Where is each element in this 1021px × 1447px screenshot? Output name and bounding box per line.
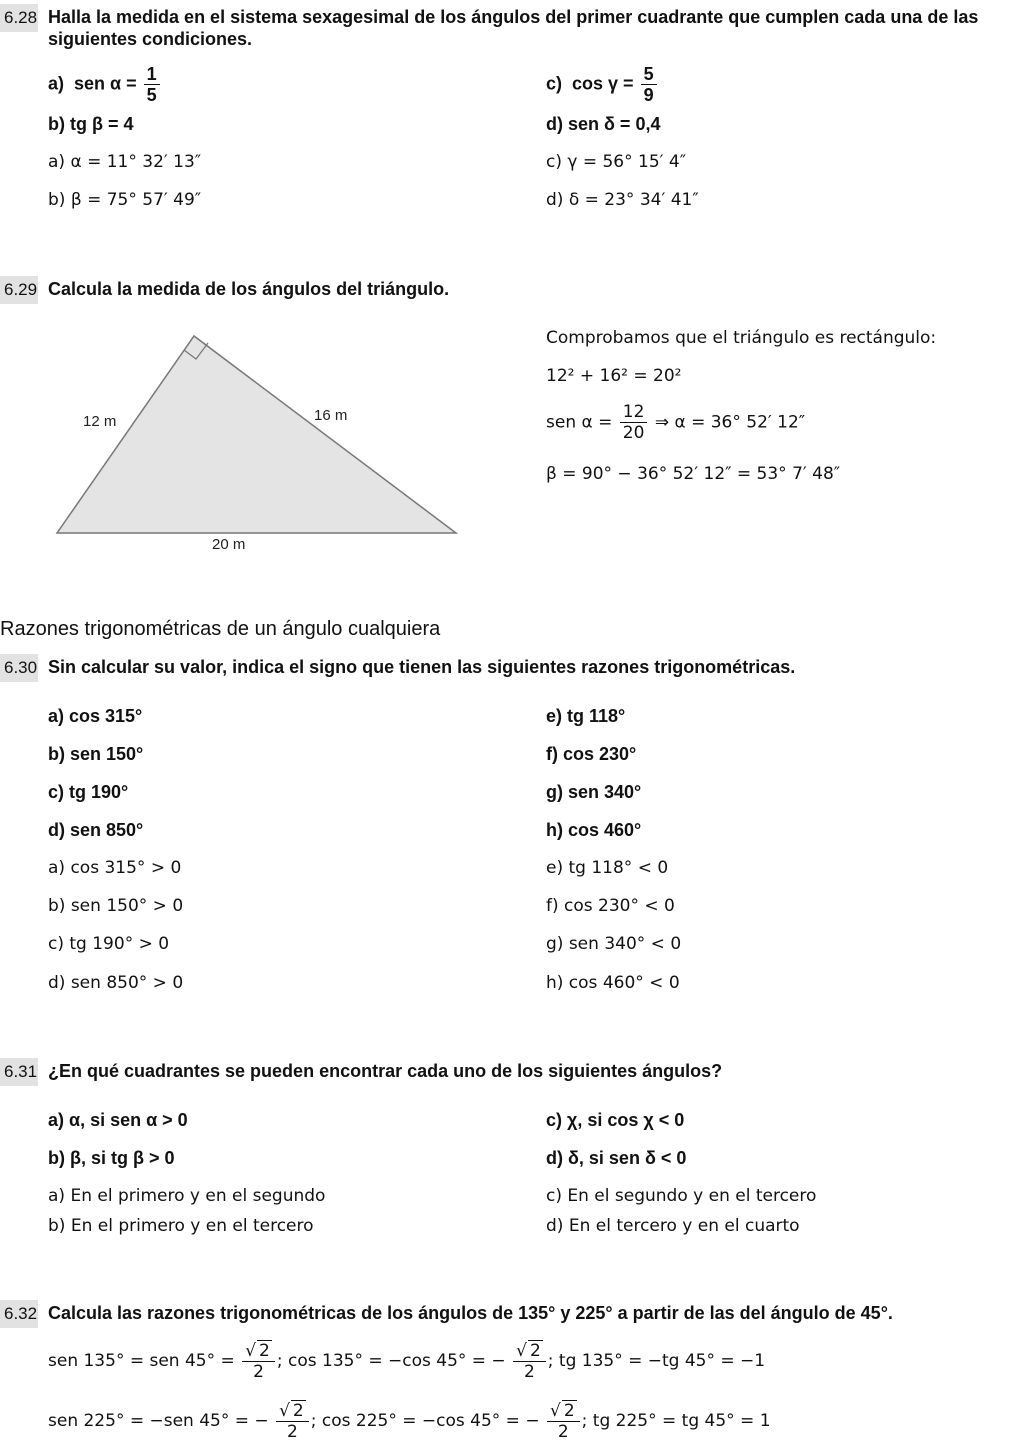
question-c: c) χ, si cos χ < 0 <box>546 1110 685 1130</box>
answer-d: d) δ = 23° 34′ 41″ <box>546 190 699 210</box>
fraction: $\frac{5}{9}$ <box>641 64 657 105</box>
question-a: a) α, si sen α > 0 <box>48 1110 188 1130</box>
fraction-sqrt: $\frac{√ 2}{2}$ <box>276 1400 309 1442</box>
question-g: g) sen 340° <box>546 782 642 802</box>
exercise-number: 6.28 <box>0 4 38 32</box>
triangle-figure <box>40 320 480 560</box>
side-label-left: 12 m <box>83 413 117 430</box>
exercise-statement: Sin calcular su valor, indica el signo que tienen las siguientes razones trigonométricas. <box>48 657 796 677</box>
question-b: b) sen 150° <box>48 744 144 764</box>
fraction-sqrt: $\frac{√ 2}{2}$ <box>547 1400 580 1442</box>
solution-line-3: sen α = $\frac{12}{20}$ ⇒ α = 36° 52′ 12″ <box>546 402 806 443</box>
question-b: b) β, si tg β > 0 <box>48 1148 175 1168</box>
side-label-base: 20 m <box>212 536 246 553</box>
answer-c: c) En el segundo y en el tercero <box>546 1186 817 1206</box>
side-label-right: 16 m <box>314 407 348 424</box>
exercise-number: 6.31 <box>0 1058 38 1086</box>
question-d: d) sen 850° <box>48 820 144 840</box>
answer-d: d) sen 850° > 0 <box>48 973 184 993</box>
question-h: h) cos 460° <box>546 820 642 840</box>
answer-e: e) tg 118° < 0 <box>546 858 669 878</box>
question-d: d) sen δ = 0,4 <box>546 114 661 134</box>
question-e: e) tg 118° <box>546 706 626 726</box>
answer-d: d) En el tercero y en el cuarto <box>546 1216 800 1236</box>
question-d: d) δ, si sen δ < 0 <box>546 1148 687 1168</box>
fraction-sqrt: $\frac{√ 2}{2}$ <box>242 1340 275 1382</box>
answer-a: a) cos 315° > 0 <box>48 858 182 878</box>
question-b: b) tg β = 4 <box>48 114 134 134</box>
triangle <box>57 336 456 533</box>
question-a: a) cos 315° <box>48 706 143 726</box>
answer-c: c) tg 190° > 0 <box>48 934 170 954</box>
answer-f: f) cos 230° < 0 <box>546 896 675 916</box>
question-a: a) sen α = $\frac{1}{5}$ <box>48 64 162 105</box>
section-heading: Razones trigonométricas de un ángulo cualquiera <box>0 618 441 640</box>
answer-b: b) En el primero y en el tercero <box>48 1216 314 1236</box>
solution-line-2: sen 225° = −sen 45° = − $\frac{√ 2}{2}$ ; cos 225° = −cos 45° = − $\frac{√ 2}{2}$ ; tg 225° = tg 45° = 1 <box>48 1401 771 1442</box>
solution-line-2: 12² + 16² = 20² <box>546 366 682 386</box>
answer-b: b) β = 75° 57′ 49″ <box>48 190 202 210</box>
exercise-statement: Halla la medida en el sistema sexagesimal de los ángulos del primer cuadrante que cumplen cada una de las siguientes condiciones. <box>48 7 979 49</box>
answer-g: g) sen 340° < 0 <box>546 934 682 954</box>
solution-line-1: Comprobamos que el triángulo es rectángulo: <box>546 328 937 348</box>
exercise-statement: ¿En qué cuadrantes se pueden encontrar cada uno de los siguientes ángulos? <box>48 1061 723 1081</box>
exercise-number: 6.32 <box>0 1300 38 1328</box>
question-c: c) cos γ = $\frac{5}{9}$ <box>546 64 659 105</box>
answer-a: a) En el primero y en el segundo <box>48 1186 326 1206</box>
fraction: $\frac{1}{5}$ <box>144 64 160 105</box>
answer-h: h) cos 460° < 0 <box>546 973 680 993</box>
answer-a: a) α = 11° 32′ 13″ <box>48 152 202 172</box>
answer-b: b) sen 150° > 0 <box>48 896 184 916</box>
fraction-sqrt: $\frac{√ 2}{2}$ <box>513 1340 546 1382</box>
solution-line-4: β = 90° − 36° 52′ 12″ = 53° 7′ 48″ <box>546 464 841 484</box>
exercise-statement: Calcula la medida de los ángulos del triángulo. <box>48 279 450 299</box>
question-f: f) cos 230° <box>546 744 637 764</box>
solution-line-1: sen 135° = sen 45° = $\frac{√ 2}{2}$ ; cos 135° = −cos 45° = − $\frac{√ 2}{2}$ ; tg 135° = −tg 45° = −1 <box>48 1341 766 1382</box>
answer-c: c) γ = 56° 15′ 4″ <box>546 152 687 172</box>
exercise-statement: Calcula las razones trigonométricas de los ángulos de 135° y 225° a partir de las del ángulo de 45°. <box>48 1303 893 1323</box>
fraction: $\frac{12}{20}$ <box>620 402 648 443</box>
exercise-number: 6.30 <box>0 654 38 682</box>
question-c: c) tg 190° <box>48 782 129 802</box>
exercise-number: 6.29 <box>0 276 38 304</box>
